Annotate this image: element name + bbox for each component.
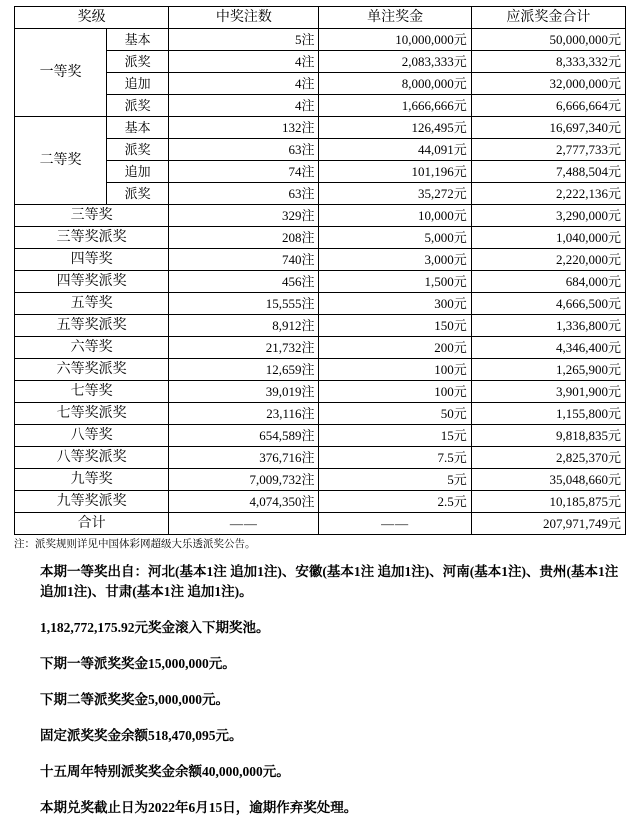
cell-total-prize: 1,336,800元	[471, 315, 625, 337]
cell-total-prize: 2,777,733元	[471, 139, 625, 161]
header-cell-unit: 单注奖金	[319, 7, 471, 29]
cell-count: 208注	[169, 227, 319, 249]
cell-count: 4注	[169, 95, 319, 117]
table-row	[15, 491, 626, 513]
table-row	[15, 139, 626, 161]
cell-unit-prize: 10,000,000元	[319, 29, 471, 51]
table-row	[15, 183, 626, 205]
cell-level: 五等奖	[15, 293, 169, 315]
cell-count: 4注	[169, 73, 319, 95]
table-row	[15, 293, 626, 315]
cell-count: 23,116注	[169, 403, 319, 425]
table-row	[15, 403, 626, 425]
cell-unit-prize: 100元	[319, 381, 471, 403]
header-cell-count: 中奖注数	[169, 7, 319, 29]
cell-total-prize: 6,666,664元	[471, 95, 625, 117]
cell-count: 4注	[169, 51, 319, 73]
cell-unit-prize: 100元	[319, 359, 471, 381]
cell-unit-prize: 15元	[319, 425, 471, 447]
cell-total-prize: 8,333,332元	[471, 51, 625, 73]
notes-paragraphs	[14, 562, 626, 818]
cell-level: 八等奖派奖	[15, 447, 169, 469]
cell-total-prize: 2,825,370元	[471, 447, 625, 469]
cell-level: 八等奖	[15, 425, 169, 447]
note-paragraph: 下期一等派奖奖金15,000,000元。	[40, 656, 236, 671]
cell-level-group: 一等奖	[15, 29, 107, 117]
cell-level: 七等奖派奖	[15, 403, 169, 425]
cell-total-prize: 3,901,900元	[471, 381, 625, 403]
cell-unit-prize: 35,272元	[319, 183, 471, 205]
cell-unit-prize: 2.5元	[319, 491, 471, 513]
cell-level: 五等奖派奖	[15, 315, 169, 337]
table-body	[15, 29, 626, 535]
note-paragraph: 本期兑奖截止日为2022年6月15日，逾期作弃奖处理。	[40, 800, 358, 815]
table-row	[15, 95, 626, 117]
table-header	[15, 7, 626, 29]
table-row	[15, 337, 626, 359]
header-cell-level: 奖级	[15, 7, 169, 29]
note-paragraph: 下期二等派奖奖金5,000,000元。	[40, 692, 229, 707]
cell-unit-prize: 101,196元	[319, 161, 471, 183]
cell-level-sub: 派奖	[107, 139, 169, 161]
cell-total-prize: 1,155,800元	[471, 403, 625, 425]
note-paragraph: 1,182,772,175.92元奖金滚入下期奖池。	[40, 620, 270, 635]
cell-unit-prize: 5元	[319, 469, 471, 491]
cell-count: 63注	[169, 139, 319, 161]
cell-unit-prize: 10,000元	[319, 205, 471, 227]
cell-level: 四等奖	[15, 249, 169, 271]
cell-count: 21,732注	[169, 337, 319, 359]
cell-unit-prize: 5,000元	[319, 227, 471, 249]
table-row	[15, 425, 626, 447]
table-row	[15, 205, 626, 227]
cell-level-sub: 派奖	[107, 183, 169, 205]
cell-level: 九等奖	[15, 469, 169, 491]
cell-count: 74注	[169, 161, 319, 183]
table-note: 注：派奖规则详见中国体彩网超级大乐透派奖公告。	[14, 539, 256, 550]
table-row	[15, 381, 626, 403]
cell-total-prize: 7,488,504元	[471, 161, 625, 183]
table-header-row	[15, 7, 626, 29]
cell-total-prize: 207,971,749元	[471, 513, 625, 535]
cell-level: 三等奖	[15, 205, 169, 227]
cell-level-sub: 基本	[107, 117, 169, 139]
cell-unit-prize: 50元	[319, 403, 471, 425]
table-row	[15, 227, 626, 249]
cell-total-prize: 50,000,000元	[471, 29, 625, 51]
table-row	[15, 51, 626, 73]
cell-total-prize: 4,346,400元	[471, 337, 625, 359]
table-row	[15, 117, 626, 139]
cell-total-prize: 4,666,500元	[471, 293, 625, 315]
cell-count: 376,716注	[169, 447, 319, 469]
note-paragraph: 本期一等奖出自：河北(基本1注 追加1注)、安徽(基本1注 追加1注)、河南(基本1注)、贵州(基本1注 追加1注)、甘肃(基本1注 追加1注)。	[40, 564, 619, 599]
cell-total-prize: 684,000元	[471, 271, 625, 293]
cell-level: 九等奖派奖	[15, 491, 169, 513]
cell-unit-prize: 7.5元	[319, 447, 471, 469]
cell-count: 740注	[169, 249, 319, 271]
cell-level-sub: 基本	[107, 29, 169, 51]
cell-level: 六等奖派奖	[15, 359, 169, 381]
cell-total-prize: 1,265,900元	[471, 359, 625, 381]
cell-count: 5注	[169, 29, 319, 51]
cell-total-prize: 32,000,000元	[471, 73, 625, 95]
cell-level: 三等奖派奖	[15, 227, 169, 249]
cell-unit-prize: ——	[319, 513, 471, 535]
note-paragraph: 十五周年特别派奖奖金余额40,000,000元。	[40, 764, 290, 779]
header-cell-total: 应派奖金合计	[471, 7, 625, 29]
cell-count: 329注	[169, 205, 319, 227]
table-row	[15, 161, 626, 183]
cell-unit-prize: 126,495元	[319, 117, 471, 139]
table-row	[15, 513, 626, 535]
cell-unit-prize: 300元	[319, 293, 471, 315]
cell-unit-prize: 1,500元	[319, 271, 471, 293]
table-row	[15, 249, 626, 271]
cell-total-prize: 3,290,000元	[471, 205, 625, 227]
cell-level: 六等奖	[15, 337, 169, 359]
cell-level: 四等奖派奖	[15, 271, 169, 293]
cell-count: 15,555注	[169, 293, 319, 315]
cell-level-sub: 追加	[107, 73, 169, 95]
cell-count: 654,589注	[169, 425, 319, 447]
cell-count: 4,074,350注	[169, 491, 319, 513]
table-row	[15, 359, 626, 381]
table-row	[15, 73, 626, 95]
cell-count: 132注	[169, 117, 319, 139]
cell-total-prize: 2,222,136元	[471, 183, 625, 205]
cell-level-sub: 派奖	[107, 95, 169, 117]
table-row	[15, 469, 626, 491]
cell-count: 39,019注	[169, 381, 319, 403]
cell-total-prize: 1,040,000元	[471, 227, 625, 249]
cell-count: 7,009,732注	[169, 469, 319, 491]
cell-level-sub: 派奖	[107, 51, 169, 73]
cell-unit-prize: 200元	[319, 337, 471, 359]
table-row	[15, 447, 626, 469]
table-row	[15, 315, 626, 337]
cell-level: 七等奖	[15, 381, 169, 403]
cell-total-prize: 10,185,875元	[471, 491, 625, 513]
prize-table	[14, 6, 626, 535]
note-paragraph: 固定派奖奖金余额518,470,095元。	[40, 728, 243, 743]
cell-level-sub: 追加	[107, 161, 169, 183]
table-row	[15, 271, 626, 293]
cell-count: 63注	[169, 183, 319, 205]
cell-unit-prize: 150元	[319, 315, 471, 337]
cell-unit-prize: 3,000元	[319, 249, 471, 271]
cell-level-group: 二等奖	[15, 117, 107, 205]
cell-unit-prize: 8,000,000元	[319, 73, 471, 95]
cell-count: 12,659注	[169, 359, 319, 381]
cell-total-prize: 2,220,000元	[471, 249, 625, 271]
cell-count: 8,912注	[169, 315, 319, 337]
cell-unit-prize: 44,091元	[319, 139, 471, 161]
cell-unit-prize: 1,666,666元	[319, 95, 471, 117]
cell-count: 456注	[169, 271, 319, 293]
cell-level: 合计	[15, 513, 169, 535]
cell-count: ——	[169, 513, 319, 535]
cell-total-prize: 35,048,660元	[471, 469, 625, 491]
cell-total-prize: 9,818,835元	[471, 425, 625, 447]
table-row	[15, 29, 626, 51]
cell-total-prize: 16,697,340元	[471, 117, 625, 139]
cell-unit-prize: 2,083,333元	[319, 51, 471, 73]
